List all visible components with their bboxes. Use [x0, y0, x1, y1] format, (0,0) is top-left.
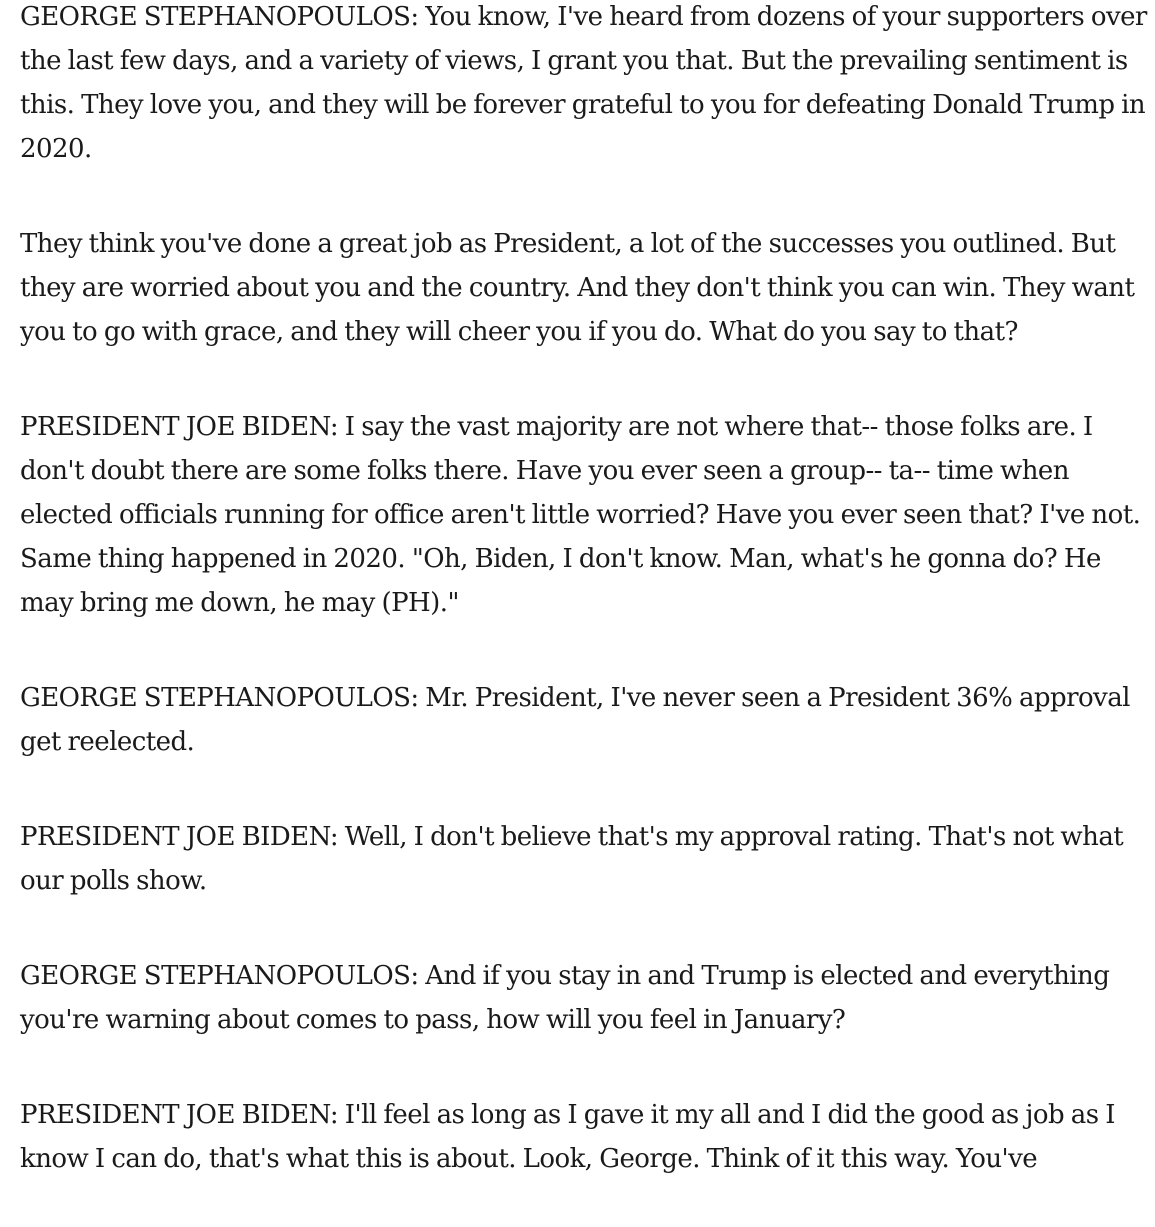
transcript-paragraph: PRESIDENT JOE BIDEN: I'll feel as long as I gave it my all and I did the good as job as I know I can do, that's what this is about. Look, George. Think of it this way. You've — [20, 1100, 1115, 1174]
transcript-paragraph: GEORGE STEPHANOPOULOS: Mr. President, I've never seen a President 36% approval get reelected. — [20, 683, 1130, 757]
transcript-paragraph: GEORGE STEPHANOPOULOS: You know, I've heard from dozens of your supporters over the last few days, and a variety of views, I grant you that. But the prevailing sentiment is this. They love you, and they will be forever grateful to you for defeating Donald Trump in 2020. — [20, 2, 1147, 164]
transcript-article — [20, 0, 1150, 1181]
transcript-paragraph: They think you've done a great job as President, a lot of the successes you outlined. But they are worried about you and the country. And they don't think you can win. They want you to go with grace, and they will cheer you if you do. What do you say to that? — [20, 229, 1135, 347]
transcript-paragraph: PRESIDENT JOE BIDEN: I say the vast majority are not where that-- those folks are. I don't doubt there are some folks there. Have you ever seen a group-- ta-- time when elected officials running for office aren't little worried? Have you ever seen that? I've not. Same thing happened in 2020. "Oh, Biden, I don't know. Man, what's he gonna do? He may bring me down, he may (PH)." — [20, 412, 1141, 618]
transcript-paragraph: PRESIDENT JOE BIDEN: Well, I don't believe that's my approval rating. That's not what our polls show. — [20, 822, 1124, 896]
transcript-paragraph: GEORGE STEPHANOPOULOS: And if you stay in and Trump is elected and everything you're warning about comes to pass, how will you feel in January? — [20, 961, 1110, 1035]
